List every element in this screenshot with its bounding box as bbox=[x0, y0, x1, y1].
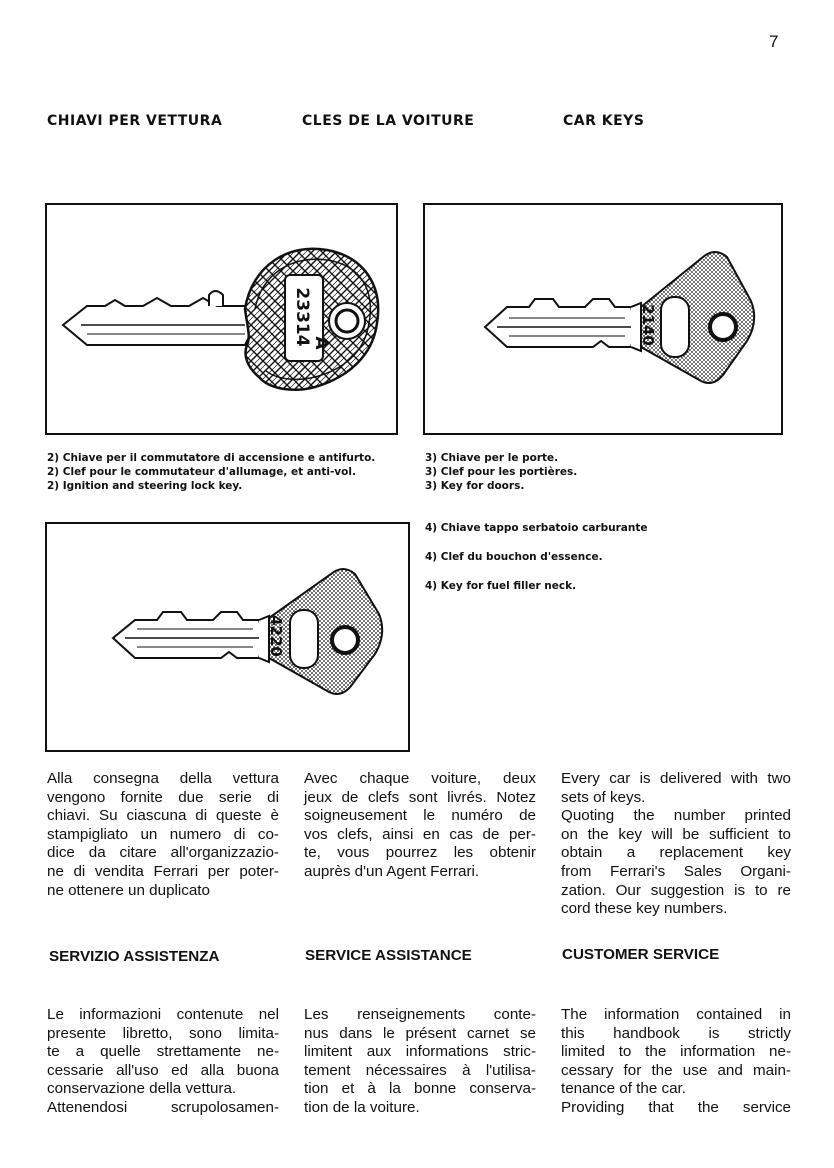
ignition-key-figure bbox=[45, 203, 398, 435]
service-heading-french: SERVICE ASSISTANCE bbox=[305, 947, 472, 964]
fuel-key-icon bbox=[47, 524, 408, 750]
intro-text-french: Avec chaque voiture, deux jeux de clefs sont livrés. Notez soigneusement le numéro de vos clefs, ainsi en cas de per- te, vous pourrez les obtenir auprès d'un Agent Ferrari. bbox=[304, 770, 536, 880]
service-text-english: The information contained in this handbook is strictly limited to the information ne- cessary for the use and main- tenance of the car. Providing that the service bbox=[561, 1006, 791, 1116]
heading-french: CLES DE LA VOITURE bbox=[302, 113, 475, 129]
ignition-key-code: 23314 bbox=[292, 287, 312, 347]
fuel-key-caption: 4) Chiave tappo serbatoio carburante 4) Clef du bouchon d'essence. 4) Key for fuel filler neck. bbox=[425, 522, 648, 592]
door-key-icon bbox=[425, 205, 781, 433]
door-key-code: 2140 bbox=[639, 304, 657, 346]
service-text-italian: Le informazioni contenute nel presente libretto, sono limita- te a quelle strettamente ne- cessarie all'uso ed alla buona conservazione della vettura. Attenendosi scrupolosamen- bbox=[47, 1006, 279, 1116]
ignition-key-caption: 2) Chiave per il commutatore di accensione e antifurto. 2) Clef pour le commutateur d'allumage, et anti-vol. 2) Ignition and steering lock key. bbox=[47, 452, 376, 492]
service-heading-italian: SERVIZIO ASSISTENZA bbox=[49, 948, 220, 965]
fuel-key-figure bbox=[45, 522, 410, 752]
intro-text-english: Every car is delivered with two sets of keys. Quoting the number printed on the key will be sufficient to obtain a replacement key from Ferrari's Sales Organi- zation. Our suggestion is to re cord these key numbers. bbox=[561, 770, 791, 918]
ignition-key-letter: A bbox=[311, 336, 331, 350]
service-heading-english: CUSTOMER SERVICE bbox=[562, 946, 720, 963]
heading-english: CAR KEYS bbox=[563, 113, 645, 129]
service-text-french: Les renseignements conte- nus dans le présent carnet se limitent aux informations stric- tement nécessaires à l'utilisa- tion et à la bonne conserva- tion de la voiture. bbox=[304, 1006, 536, 1116]
intro-text-italian: Alla consegna della vettura vengono fornite due serie di chiavi. Su ciascuna di queste è stampigliato un numero di co- dice da citare all'organizzazio- ne di vendita Ferrari per poter- ne ottenere un duplicato bbox=[47, 770, 279, 899]
door-key-figure bbox=[423, 203, 783, 435]
fuel-key-code: 4220 bbox=[267, 615, 285, 657]
heading-italian: CHIAVI PER VETTURA bbox=[47, 113, 223, 129]
ignition-key-icon bbox=[47, 205, 396, 433]
door-key-caption: 3) Chiave per le porte. 3) Clef pour les portières. 3) Key for doors. bbox=[425, 452, 578, 492]
page-number: 7 bbox=[769, 32, 779, 51]
